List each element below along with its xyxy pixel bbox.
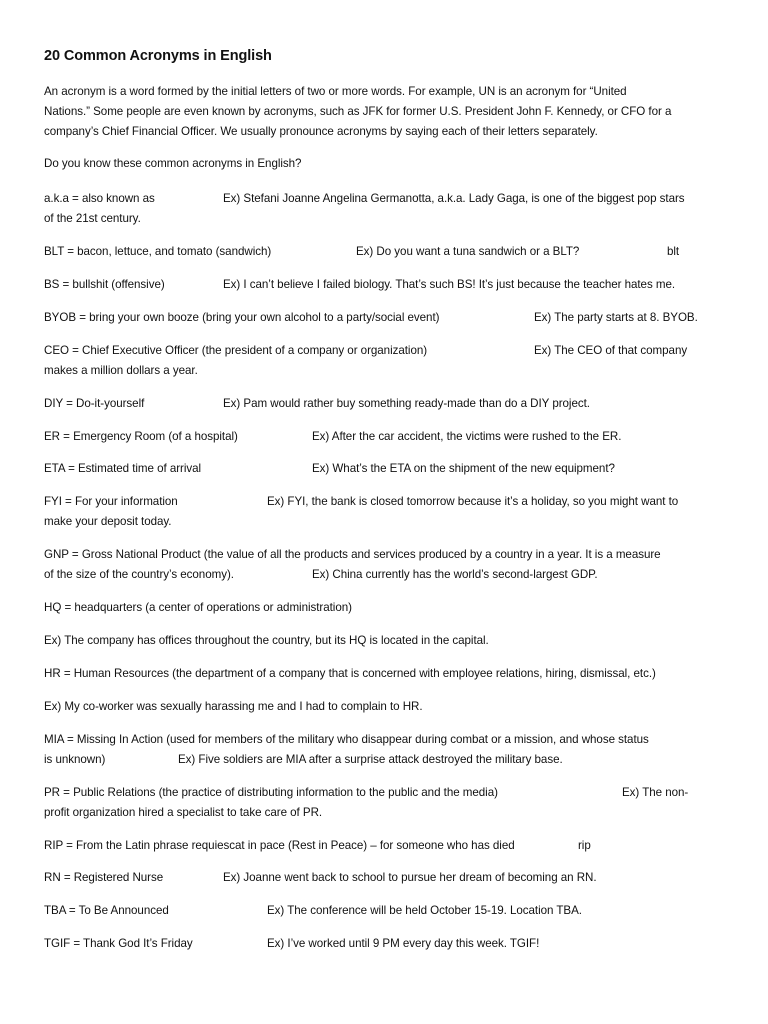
entry-continuation: make your deposit today. bbox=[44, 515, 172, 528]
entry-definition: BS = bullshit (offensive) bbox=[44, 278, 165, 291]
entry-example: Ex) Five soldiers are MIA after a surprise attack destroyed the military base. bbox=[178, 753, 563, 766]
intro-paragraph bbox=[44, 82, 734, 142]
entry-example: Ex) The non- bbox=[622, 786, 689, 799]
entry-hq-example bbox=[44, 631, 734, 651]
entry-blt bbox=[44, 242, 734, 262]
entry-example: Ex) China currently has the world’s second-largest GDP. bbox=[312, 568, 598, 581]
entry-ceo bbox=[44, 341, 734, 381]
entry-example: Ex) Pam would rather buy something ready-made than do a DIY project. bbox=[223, 397, 590, 410]
entry-byob bbox=[44, 308, 734, 328]
entry-definition: TGIF = Thank God It’s Friday bbox=[44, 937, 193, 950]
entry-definition: BLT = bacon, lettuce, and tomato (sandwich) bbox=[44, 245, 272, 258]
entry-continuation: makes a million dollars a year. bbox=[44, 364, 198, 377]
intro-line: Nations.” Some people are even known by acronyms, such as JFK for former U.S. President John F. Kennedy, or CFO for a bbox=[44, 105, 672, 118]
entry-diy bbox=[44, 394, 734, 414]
entry-hr bbox=[44, 664, 734, 684]
entry-definition: HR = Human Resources (the department of a company that is concerned with employee relations, hiring, dismissal, etc.) bbox=[44, 667, 656, 680]
entry-example: Ex) I can’t believe I failed biology. That’s such BS! It’s just because the teacher hates me. bbox=[223, 278, 676, 291]
entry-continuation: of the size of the country’s economy). bbox=[44, 568, 234, 581]
entry-gnp bbox=[44, 545, 734, 585]
entry-example: Ex) I’ve worked until 9 PM every day this week. TGIF! bbox=[267, 937, 540, 950]
entry-definition: GNP = Gross National Product (the value of all the products and services produced by a country in a year. It is a measure bbox=[44, 548, 661, 561]
entry-pr bbox=[44, 783, 734, 823]
entry-definition: TBA = To Be Announced bbox=[44, 904, 169, 917]
entry-note: blt bbox=[667, 245, 680, 258]
entry-definition: ER = Emergency Room (of a hospital) bbox=[44, 430, 238, 443]
entry-mia bbox=[44, 730, 734, 770]
entry-definition: HQ = headquarters (a center of operations or administration) bbox=[44, 601, 352, 614]
entry-eta bbox=[44, 459, 734, 479]
entry-example: Ex) My co-worker was sexually harassing me and I had to complain to HR. bbox=[44, 700, 423, 713]
entry-rn bbox=[44, 868, 734, 888]
entry-hq bbox=[44, 598, 734, 618]
entry-tgif bbox=[44, 934, 734, 954]
entry-definition: FYI = For your information bbox=[44, 495, 178, 508]
entry-definition: a.k.a = also known as bbox=[44, 192, 155, 205]
entry-example: Ex) The conference will be held October 15-19. Location TBA. bbox=[267, 904, 582, 917]
entry-definition: MIA = Missing In Action (used for members of the military who disappear during combat or a mission, and whose status bbox=[44, 733, 649, 746]
entry-example: Ex) The CEO of that company bbox=[534, 344, 688, 357]
entry-er bbox=[44, 427, 734, 447]
entry-example: Ex) What’s the ETA on the shipment of the new equipment? bbox=[312, 462, 615, 475]
entry-aka bbox=[44, 189, 734, 229]
entry-continuation: profit organization hired a specialist to take care of PR. bbox=[44, 806, 323, 819]
entry-example: Ex) The company has offices throughout the country, but its HQ is located in the capital. bbox=[44, 634, 489, 647]
entry-example: Ex) FYI, the bank is closed tomorrow because it’s a holiday, so you might want to bbox=[267, 495, 679, 508]
entry-note: rip bbox=[578, 839, 591, 852]
entry-definition: ETA = Estimated time of arrival bbox=[44, 462, 202, 475]
entry-definition: RN = Registered Nurse bbox=[44, 871, 164, 884]
page-title: 20 Common Acronyms in English bbox=[44, 48, 272, 64]
entry-example: Ex) Do you want a tuna sandwich or a BLT? bbox=[356, 245, 580, 258]
entry-continuation: is unknown) bbox=[44, 753, 106, 766]
entry-definition: BYOB = bring your own booze (bring your own alcohol to a party/social event) bbox=[44, 311, 440, 324]
entry-continuation: of the 21st century. bbox=[44, 212, 141, 225]
entry-definition: PR = Public Relations (the practice of distributing information to the public and the media) bbox=[44, 786, 498, 799]
entry-hr-example bbox=[44, 697, 734, 717]
intro-line: An acronym is a word formed by the initial letters of two or more words. For example, UN is an acronym for “United bbox=[44, 85, 627, 98]
entry-bs bbox=[44, 275, 734, 295]
entry-example: Ex) Stefani Joanne Angelina Germanotta, a.k.a. Lady Gaga, is one of the biggest pop stars bbox=[223, 192, 685, 205]
entry-tba bbox=[44, 901, 734, 921]
entry-example: Ex) After the car accident, the victims were rushed to the ER. bbox=[312, 430, 622, 443]
entry-definition: RIP = From the Latin phrase requiescat in pace (Rest in Peace) – for someone who has died bbox=[44, 839, 515, 852]
entry-rip bbox=[44, 836, 734, 856]
entry-fyi bbox=[44, 492, 734, 532]
entry-example: Ex) The party starts at 8. BYOB. bbox=[534, 311, 698, 324]
entry-example: Ex) Joanne went back to school to pursue her dream of becoming an RN. bbox=[223, 871, 597, 884]
intro-line: company’s Chief Financial Officer. We usually pronounce acronyms by saying each of their letters separately. bbox=[44, 125, 598, 138]
question-text: Do you know these common acronyms in English? bbox=[44, 157, 302, 170]
entry-definition: CEO = Chief Executive Officer (the president of a company or organization) bbox=[44, 344, 428, 357]
entry-definition: DIY = Do-it-yourself bbox=[44, 397, 145, 410]
